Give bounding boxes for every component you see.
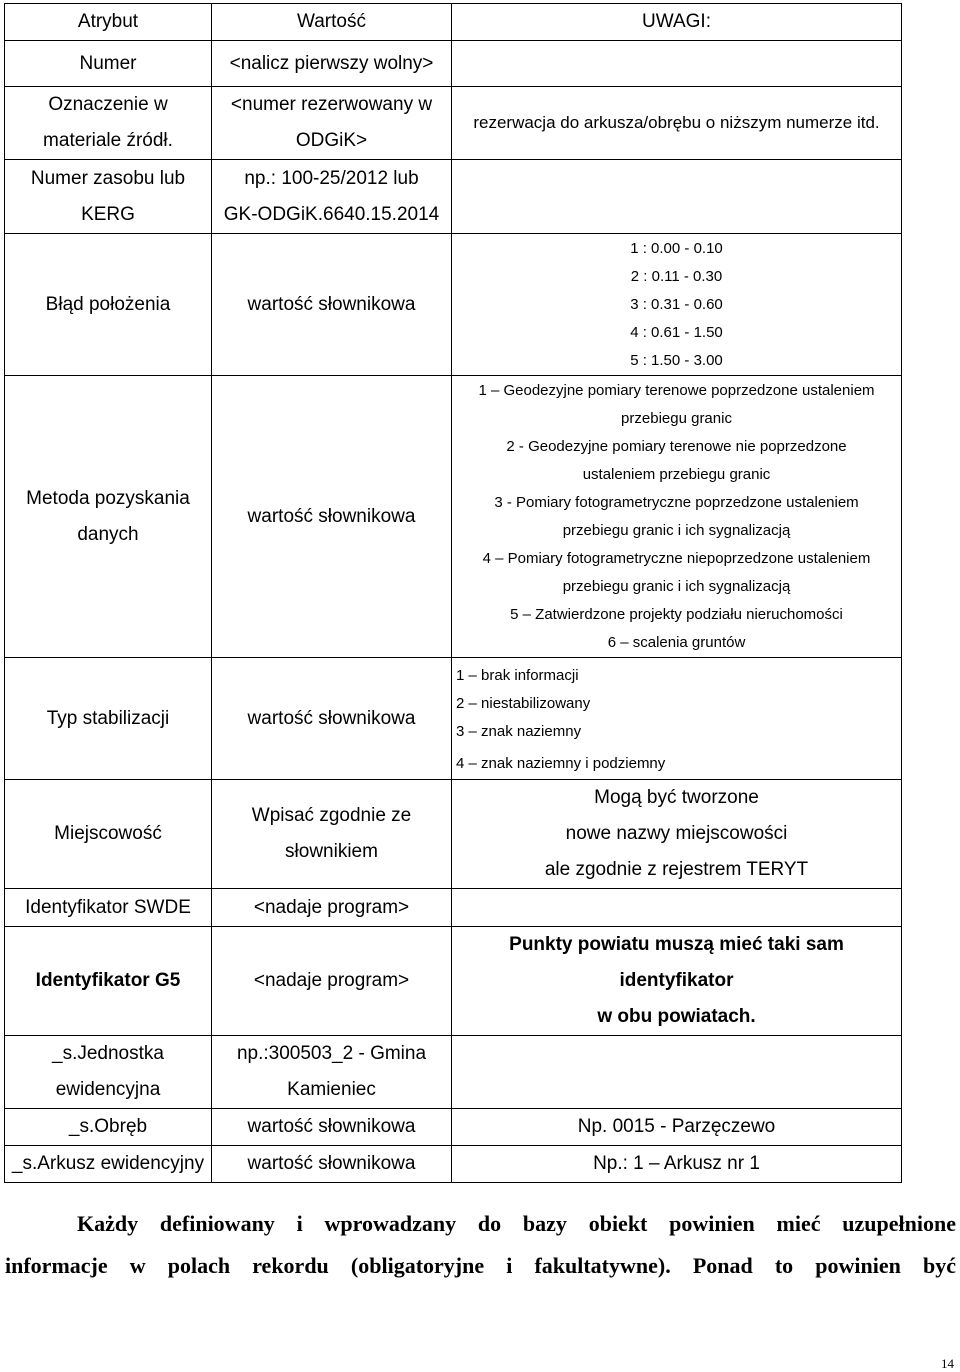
value-text: Kamieniec xyxy=(287,1079,376,1100)
attr-cell xyxy=(5,160,212,234)
table-row-miejscowosc xyxy=(5,780,902,889)
note-cell xyxy=(452,87,902,160)
table-row-numer-zasobu xyxy=(5,160,902,234)
note-text: 2 : 0.11 - 0.30 xyxy=(630,267,723,285)
attr-cell xyxy=(5,780,212,889)
paragraph-line: Każdy definiowany i wprowadzany do bazy obiekt powinien mieć uzupełnione xyxy=(77,1211,956,1236)
note-text: 4 – Pomiary fotogrametryczne niepoprzedzone ustaleniem xyxy=(482,549,871,567)
value-cell xyxy=(212,927,452,1036)
value-cell xyxy=(212,1109,452,1146)
attr-cell xyxy=(5,234,212,376)
note-text: przebiegu granic i ich sygnalizacją xyxy=(562,521,791,539)
value-text: wartość słownikowa xyxy=(247,1153,416,1174)
note-text: 6 – scalenia gruntów xyxy=(607,633,746,651)
note-text: nowe nazwy miejscowości xyxy=(565,823,788,844)
note-text: 3 - Pomiary fotogrametryczne poprzedzone ustaleniem xyxy=(494,493,859,511)
header-notes: UWAGI: xyxy=(452,4,902,41)
attr-cell xyxy=(5,87,212,160)
value-text: GK-ODGiK.6640.15.2014 xyxy=(223,203,440,225)
note-cell xyxy=(452,658,902,780)
note-cell xyxy=(452,1036,902,1109)
table-row-oznaczenie xyxy=(5,87,902,160)
note-cell xyxy=(452,376,902,658)
note-text: 5 : 1.50 - 3.00 xyxy=(630,351,723,369)
attr-text: Błąd położenia xyxy=(45,293,171,315)
note-text: 4 – znak naziemny i podziemny xyxy=(456,755,666,772)
note-text: ale zgodnie z rejestrem TERYT xyxy=(544,859,809,880)
attr-text: Numer xyxy=(79,52,137,74)
attr-text: Identyfikator SWDE xyxy=(25,896,191,918)
value-text: ODGiK> xyxy=(295,130,368,151)
note-cell xyxy=(452,41,902,87)
note-cell xyxy=(452,1109,902,1146)
value-text: wartość słownikowa xyxy=(247,1116,416,1137)
note-text: 1 – brak informacji xyxy=(456,667,579,684)
note-text: w obu powiatach. xyxy=(597,1006,756,1027)
attr-cell xyxy=(5,927,212,1036)
note-text: przebiegu granic xyxy=(621,409,732,427)
table-row-blad xyxy=(5,234,902,376)
table-row-obreb xyxy=(5,1109,902,1146)
attr-text: materiale źródł. xyxy=(43,130,173,151)
attr-cell xyxy=(5,1109,212,1146)
value-text: <numer rezerwowany w xyxy=(230,94,433,115)
attr-cell xyxy=(5,41,212,87)
value-text: słownikiem xyxy=(285,841,378,862)
note-cell xyxy=(452,889,902,927)
value-cell xyxy=(212,234,452,376)
value-cell xyxy=(212,160,452,234)
table-header-row xyxy=(5,4,902,41)
attr-cell xyxy=(5,889,212,927)
value-cell xyxy=(212,87,452,160)
header-value: Wartość xyxy=(212,4,452,41)
table-row-numer xyxy=(5,41,902,87)
value-text: np.:300503_2 - Gmina xyxy=(236,1043,427,1064)
attr-text: _s.Arkusz ewidencyjny xyxy=(11,1153,205,1174)
attr-text: KERG xyxy=(81,203,135,225)
value-text: wartość słownikowa xyxy=(247,505,416,527)
attr-cell xyxy=(5,1036,212,1109)
attr-text: _s.Obręb xyxy=(68,1116,148,1137)
note-text: Punkty powiatu muszą mieć taki sam identyfikator xyxy=(509,934,844,991)
note-cell xyxy=(452,234,902,376)
paragraph-line: informacje w polach rekordu (obligatoryjne i fakultatywne). Ponad to powinien być xyxy=(5,1253,956,1278)
value-text: <nadaje program> xyxy=(253,970,410,991)
note-cell xyxy=(452,1146,902,1183)
note-text: 2 - Geodezyjne pomiary terenowe nie poprzedzone xyxy=(506,437,847,455)
table-row-typ xyxy=(5,658,902,780)
value-cell xyxy=(212,376,452,658)
attr-text: Numer zasobu lub xyxy=(30,167,186,189)
note-text: 2 – niestabilizowany xyxy=(456,695,591,712)
attribute-table xyxy=(4,3,902,1183)
note-text: 4 : 0.61 - 1.50 xyxy=(630,323,723,341)
attr-cell xyxy=(5,376,212,658)
note-text: 1 – Geodezyjne pomiary terenowe poprzedzone ustaleniem xyxy=(478,381,875,399)
note-text: 5 – Zatwierdzone projekty podziału nieruchomości xyxy=(510,605,843,623)
attr-text: danych xyxy=(77,523,139,545)
note-text: Np. 0015 - Parzęczewo xyxy=(577,1116,776,1137)
value-cell xyxy=(212,1036,452,1109)
value-text: <nadaje program> xyxy=(253,896,410,918)
table-row-jednostka xyxy=(5,1036,902,1109)
note-text: Np.: 1 – Arkusz nr 1 xyxy=(593,1153,760,1174)
page-number: 14 xyxy=(941,1356,954,1371)
value-cell xyxy=(212,1146,452,1183)
attr-cell xyxy=(5,658,212,780)
attr-text: Miejscowość xyxy=(54,823,162,844)
note-cell xyxy=(452,160,902,234)
value-cell xyxy=(212,780,452,889)
attr-text: _s.Jednostka xyxy=(52,1043,164,1064)
value-cell xyxy=(212,889,452,927)
value-text: np.: 100-25/2012 lub xyxy=(244,167,419,189)
note-text: 3 – znak naziemny xyxy=(456,723,582,740)
attr-cell xyxy=(5,1146,212,1183)
attr-text: Metoda pozyskania xyxy=(26,487,190,509)
note-cell xyxy=(452,927,902,1036)
note-text: 1 : 0.00 - 0.10 xyxy=(630,239,723,257)
table-row-metoda xyxy=(5,376,902,658)
note-text: ustaleniem przebiegu granic xyxy=(582,465,771,483)
attr-text: Identyfikator G5 xyxy=(35,970,181,991)
value-text: <nalicz pierwszy wolny> xyxy=(229,52,434,74)
note-cell xyxy=(452,780,902,889)
value-text: wartość słownikowa xyxy=(247,293,416,315)
note-text: 3 : 0.31 - 0.60 xyxy=(630,295,723,313)
value-text: wartość słownikowa xyxy=(247,707,416,729)
note-text: Mogą być tworzone xyxy=(594,787,759,808)
value-cell xyxy=(212,658,452,780)
attr-text: Oznaczenie w xyxy=(48,94,168,115)
header-attribute: Atrybut xyxy=(5,4,212,41)
table-row-swde xyxy=(5,889,902,927)
attr-text: ewidencyjna xyxy=(55,1079,161,1100)
table-row-arkusz xyxy=(5,1146,902,1183)
value-cell xyxy=(212,41,452,87)
body-paragraph xyxy=(5,1203,956,1287)
value-text: Wpisać zgodnie ze xyxy=(251,805,412,826)
attr-text: Typ stabilizacji xyxy=(46,707,170,729)
note-text: rezerwacja do arkusza/obrębu o niższym numerze itd. xyxy=(473,113,880,132)
note-text: przebiegu granic i ich sygnalizacją xyxy=(562,577,791,595)
table-row-g5 xyxy=(5,927,902,1036)
